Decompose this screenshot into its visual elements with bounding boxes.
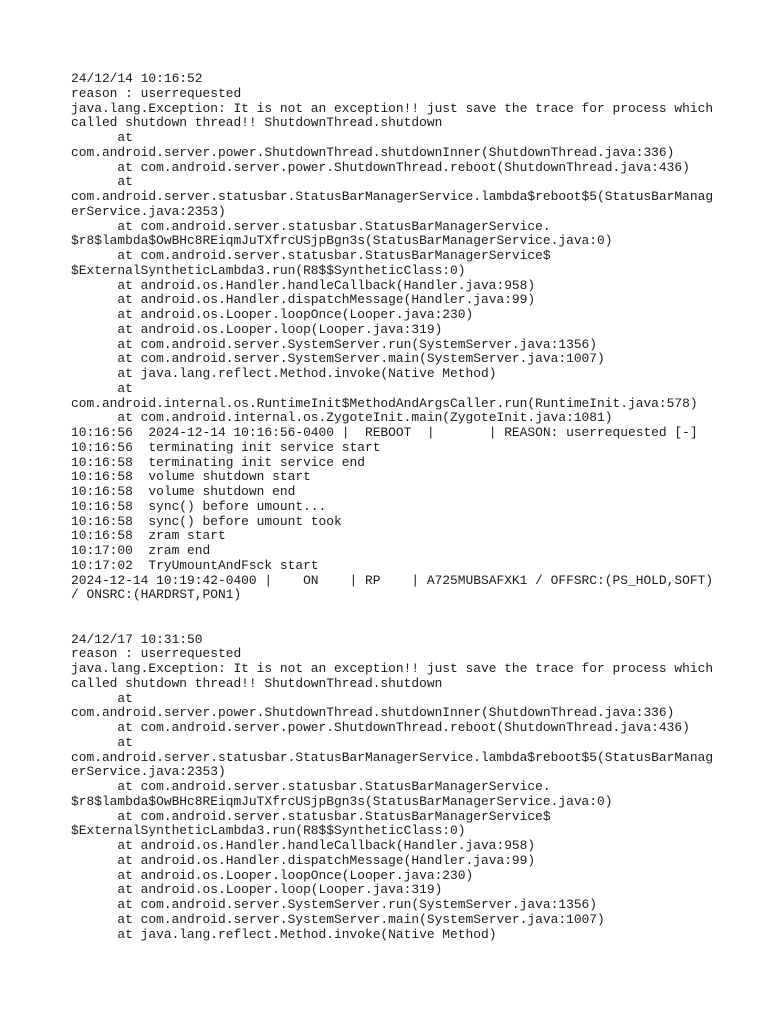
log-line: at android.os.Handler.handleCallback(Handler.java:958) [71, 277, 536, 293]
log-line: at com.android.server.SystemServer.main(SystemServer.java:1007) [71, 911, 605, 927]
log-line: / ONSRC:(HARDRST,PON1) [71, 587, 242, 603]
log-line: 2024-12-14 10:19:42-0400 | ON | RP | A725MUBSAFXK1 / OFFSRC:(PS_HOLD,SOFT) [71, 572, 714, 588]
log-line: 10:17:00 zram end [71, 543, 211, 558]
blank-line [71, 603, 711, 618]
log-line: at com.android.server.power.ShutdownThread.reboot(ShutdownThread.java:436) [71, 159, 690, 175]
log-line: at [71, 690, 133, 706]
log-line: erService.java:2353) [71, 764, 226, 780]
log-line: at android.os.Looper.loopOnce(Looper.java:230) [71, 867, 474, 883]
log-line: at android.os.Looper.loopOnce(Looper.java:230) [71, 307, 474, 322]
log-line: at com.android.internal.os.ZygoteInit.main(ZygoteInit.java:1081) [71, 410, 613, 426]
log-line: at android.os.Handler.dispatchMessage(Handler.java:99) [71, 852, 536, 868]
log-line: 10:17:02 TryUmountAndFsck start [71, 557, 319, 573]
log-line: $r8$lambda$OwBHc8REiqmJuTXfrcUSjpBgn3s(StatusBarManagerService.java:0) [71, 793, 613, 809]
log-document [71, 71, 714, 942]
log-line: called shutdown thread!! ShutdownThread.shutdown [71, 675, 443, 691]
log-line: reason : userrequested [71, 646, 242, 662]
log-line: at com.android.server.statusbar.StatusBarManagerService$ [71, 248, 551, 263]
log-line: 10:16:58 sync() before umount took [71, 513, 342, 529]
log-line: at com.android.server.statusbar.StatusBarManagerService. [71, 218, 551, 234]
log-line: erService.java:2353) [71, 203, 226, 219]
log-line: com.android.server.power.ShutdownThread.shutdownInner(ShutdownThread.java:336) [71, 144, 675, 160]
log-line: called shutdown thread!! ShutdownThread.shutdown [71, 115, 443, 131]
log-line: 10:16:58 volume shutdown end [71, 484, 296, 499]
log-line: at com.android.server.SystemServer.run(SystemServer.java:1356) [71, 897, 598, 912]
blank-line [71, 618, 711, 633]
log-line: at java.lang.reflect.Method.invoke(Native Method) [71, 926, 497, 942]
log-line: 10:16:58 terminating init service end [71, 454, 365, 470]
log-line: java.lang.Exception: It is not an exception!! just save the trace for process which [71, 100, 714, 116]
log-line: at android.os.Looper.loop(Looper.java:319) [71, 882, 443, 898]
log-line: com.android.internal.os.RuntimeInit$MethodAndArgsCaller.run(RuntimeInit.java:578) [71, 395, 698, 411]
log-line: 24/12/14 10:16:52 [71, 71, 203, 86]
log-line: 10:16:58 sync() before umount... [71, 498, 327, 514]
log-line: at android.os.Handler.dispatchMessage(Handler.java:99) [71, 292, 536, 308]
log-line: com.android.server.statusbar.StatusBarManagerService.lambda$reboot$5(StatusBarManag [71, 749, 714, 765]
log-line: reason : userrequested [71, 85, 242, 101]
log-line: at [71, 174, 133, 190]
log-line: 10:16:56 terminating init service start [71, 439, 381, 455]
log-line: 24/12/17 10:31:50 [71, 631, 203, 647]
log-line: at android.os.Looper.loop(Looper.java:319) [71, 321, 443, 337]
log-line: com.android.server.statusbar.StatusBarManagerService.lambda$reboot$5(StatusBarManag [71, 189, 714, 204]
log-line: at com.android.server.SystemServer.run(SystemServer.java:1356) [71, 336, 598, 352]
log-line: 10:16:58 zram start [71, 528, 226, 544]
log-line: at com.android.server.power.ShutdownThread.reboot(ShutdownThread.java:436) [71, 720, 690, 735]
log-line: com.android.server.power.ShutdownThread.shutdownInner(ShutdownThread.java:336) [71, 705, 675, 721]
log-line: at java.lang.reflect.Method.invoke(Native Method) [71, 366, 497, 381]
log-line: 10:16:58 volume shutdown start [71, 469, 311, 485]
log-line: $r8$lambda$OwBHc8REiqmJuTXfrcUSjpBgn3s(StatusBarManagerService.java:0) [71, 233, 613, 249]
log-line: at android.os.Handler.handleCallback(Handler.java:958) [71, 838, 536, 853]
log-line: at [71, 380, 133, 396]
log-line: $ExternalSyntheticLambda3.run(R8$$SyntheticClass:0) [71, 262, 466, 278]
log-line: $ExternalSyntheticLambda3.run(R8$$SyntheticClass:0) [71, 823, 466, 839]
log-line: at com.android.server.statusbar.StatusBarManagerService. [71, 779, 551, 794]
log-line: at com.android.server.statusbar.StatusBarManagerService$ [71, 808, 551, 824]
log-line: at [71, 734, 133, 750]
log-line: java.lang.Exception: It is not an exception!! just save the trace for process which [71, 661, 714, 676]
log-line: at com.android.server.SystemServer.main(SystemServer.java:1007) [71, 351, 605, 367]
log-line: 10:16:56 2024-12-14 10:16:56-0400 | REBOOT | | REASON: userrequested [-] [71, 425, 698, 440]
log-line: at [71, 130, 133, 145]
